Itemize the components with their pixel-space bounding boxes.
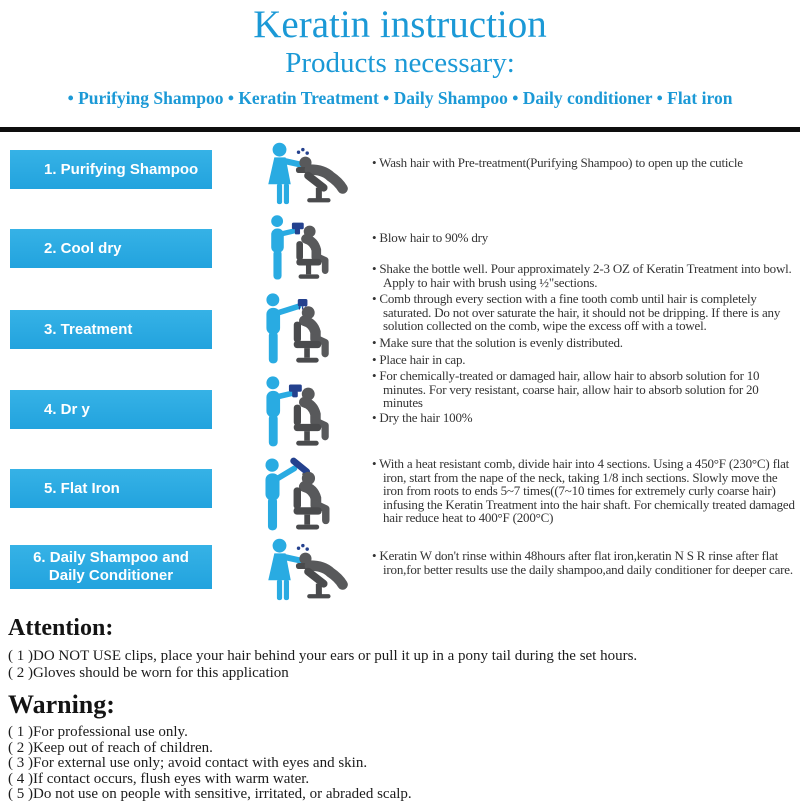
bullet-item: • Dry the hair 100% [372, 411, 796, 425]
bullet-item: • Keratin W don't rinse within 48hours after flat iron,keratin N S R rinse after flat iron,for better results use the daily shampoo,and daily conditioner for deeper care. [372, 549, 796, 576]
step-banner-label: 2. Cool dry [44, 240, 122, 257]
header-divider [0, 127, 800, 132]
attention-items [8, 648, 796, 681]
bullet-item: ( 1 )For professional use only. [8, 724, 188, 740]
step-banner-2 [10, 229, 212, 268]
step-banner-3 [10, 310, 212, 349]
step-bullets [372, 156, 796, 170]
step-banner-label: 6. Daily Shampoo and Daily Conditioner [33, 548, 189, 584]
step-banner-6 [10, 545, 212, 589]
warning-list [8, 725, 796, 803]
bullet-item: • Wash hair with Pre-treatment(Purifying Shampoo) to open up the cuticle [372, 156, 796, 170]
step-bullets [372, 457, 796, 525]
bullet-item: • Comb through every section with a fine tooth comb until hair is completely saturated. Do not over saturate the hair, it should not be dripping. If there is any solution collected on the comb, wipe the excess off with a towel. [372, 292, 796, 333]
blow-dry-icon [251, 374, 351, 448]
hair-wash-icon [250, 141, 354, 205]
step-banner-label: 4. Dr y [44, 401, 90, 418]
apply-treatment-icon [251, 291, 351, 365]
step-instructions-4 [372, 411, 796, 428]
step-instructions-1 [372, 156, 796, 173]
step-instructions-3 [372, 262, 796, 413]
step-bullets [372, 549, 796, 576]
step-banner-label: 1. Purifying Shampoo [44, 161, 199, 178]
bullet-item: • Shake the bottle well. Pour approximately 2-3 OZ of Keratin Treatment into bowl. Apply to hair with brush using ½"sections. [372, 262, 796, 289]
step-banner-1 [10, 150, 212, 189]
bullet-item: ( 4 )If contact occurs, flush eyes with warm water. [8, 770, 310, 787]
step-bullets [372, 262, 796, 410]
flat-iron-icon [251, 456, 351, 532]
bullet-item: • For chemically-treated or damaged hair, allow hair to absorb solution for 10 minutes. For very resistant, coarse hair, allow hair to absorb solution for 20 minutes [372, 369, 796, 410]
step-bullets [372, 231, 796, 245]
bullet-item: • Place hair in cap. [372, 353, 796, 367]
bullet-item: ( 2 )Gloves should be worn for this application [8, 664, 289, 681]
hair-wash-icon [248, 537, 356, 601]
warning-items [8, 725, 796, 803]
bullet-item: ( 5 )Do not use on people with sensitive, irritated, or abraded scalp. [8, 786, 412, 803]
step-banner-5 [10, 469, 212, 508]
attention-heading: Attention: [8, 615, 114, 641]
step-instructions-2 [372, 231, 796, 248]
bullet-item: • Make sure that the solution is evenly distributed. [372, 336, 796, 350]
step-banner-label: 5. Flat Iron [44, 480, 120, 497]
page-title: Keratin instruction [253, 3, 547, 46]
products-subtitle: Products necessary: [285, 47, 515, 79]
step-instructions-6 [372, 549, 796, 579]
bullet-item: ( 3 )For external use only; avoid contact with eyes and skin. [8, 755, 368, 772]
step-instructions-5 [372, 457, 796, 528]
blow-dry-icon [253, 213, 353, 281]
bullet-item: • With a heat resistant comb, divide hair into 4 sections. Using a 450°F (230°C) flat iron, start from the nape of the neck, taking 1/8 inch sections. Slowly move the iron from roots to ends 5~7 times((7~10 times for extremely curly coarse hair) infusing the Keratin Treatment into the hair shaft. For chemically treated damaged hair reduce heat to 400°F (200°C) [372, 457, 796, 525]
warning-heading: Warning: [8, 690, 115, 719]
bullet-item: ( 2 )Keep out of reach of children. [8, 739, 213, 756]
step-bullets [372, 411, 796, 425]
bullet-item: ( 1 )DO NOT USE clips, place your hair behind your ears or pull it up in a pony tail during the set hours. [8, 648, 638, 664]
products-list-line: • Purifying Shampoo • Keratin Treatment • Daily Shampoo • Daily conditioner • Flat iron [67, 88, 733, 108]
step-banner-label: 3. Treatment [44, 321, 133, 338]
attention-list [8, 648, 796, 681]
bullet-item: • Blow hair to 90% dry [372, 231, 796, 245]
step-banner-4 [10, 390, 212, 429]
